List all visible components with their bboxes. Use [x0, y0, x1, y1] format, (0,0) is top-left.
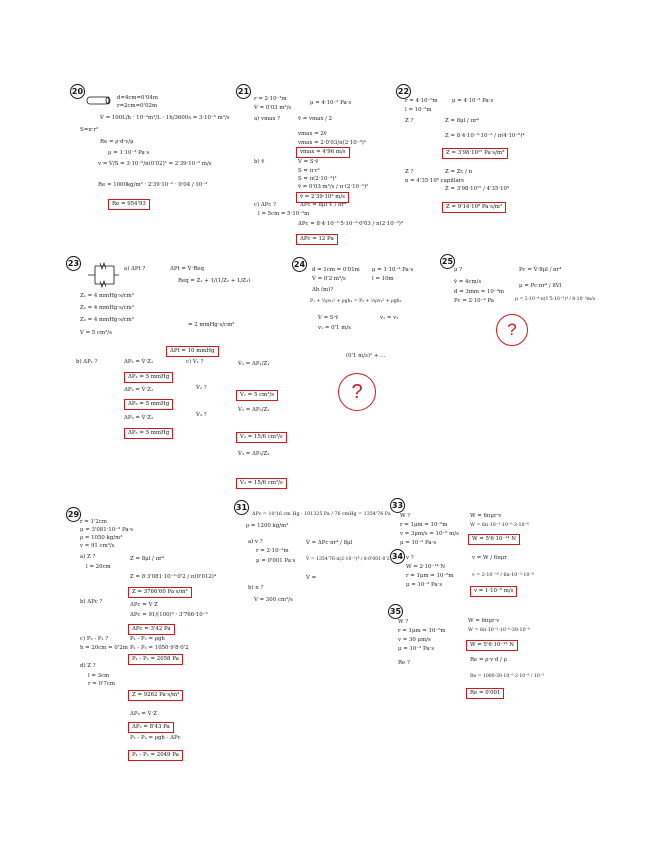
answer-box: Re = 954'93 [108, 199, 150, 210]
note-line: Z ? [405, 169, 414, 175]
note-line: Re ? [398, 660, 410, 666]
answer-box: P₁ - P₂ = 2049 Pa [128, 750, 183, 761]
note-line: c) ΔPc ? [254, 202, 276, 208]
note-line: W = 6π·10⁻³·10⁻⁶·3·10⁻⁶ [470, 523, 530, 528]
note-line: P₁ + ½ρv₁² + ρgh₁ = P₂ + ½ρv₂² + ρgh₂ [310, 299, 402, 304]
note-line: V̇ = 5 cm³/s [80, 330, 112, 336]
note-line: Re = ρ·v·d / μ [470, 657, 508, 663]
note-line: l = 5cm = 5·10⁻²m [258, 211, 310, 217]
note-line: V̇ = 0'2 m³/s [312, 276, 346, 282]
note-line: Z = 8μl / πr⁴ [130, 556, 164, 562]
problem-number: 21 [236, 84, 251, 99]
note-line: v = 91 cm³/s [80, 543, 115, 549]
note-line: μ = 10⁻³ Pa·s [400, 540, 437, 546]
note-line: V̇ = 1354'76·π(2·10⁻³)⁴ / 8·0'001·0'2 [306, 557, 390, 562]
problem-number: 31 [234, 500, 249, 515]
answer-box: P₁ - P₂ = 2058 Pa [128, 654, 183, 665]
note-line: μ = 2·10⁻⁴·π(1'5·10⁻³)⁴ / 8·10⁻²m/s [515, 297, 596, 302]
note-line: d = 1cm = 0'01m [312, 267, 360, 273]
note-line: Z₁ = 4 mmHg·s/cm³ [80, 293, 134, 299]
note-line: μ = 3'081·10⁻³ Pa·s [80, 527, 134, 533]
note-line: r = 2·10⁻³m [256, 548, 289, 554]
note-line: v ? [406, 555, 414, 561]
note-line: ΔPc = 8·4·10⁻³·5·10⁻²·0'03 / π(2·10⁻³)⁴ [298, 221, 404, 227]
note-line: a) v ? [248, 539, 263, 545]
note-line: ΔPc = 10'16 cm Hg · 101325 Pa / 76 cmHg = 1354'76 Pa [252, 512, 391, 517]
note-line: V̇ = [306, 575, 317, 581]
note-line: Req = Z₁ + 1/(1/Z₂ + 1/Z₃) [178, 278, 251, 284]
note-line: a) ΔPt ? [124, 266, 146, 272]
note-line: b) v̄ [254, 159, 265, 165]
note-line: V̇ = S·v̄ [298, 159, 319, 165]
note-line: c) P₂ - P₁ ? [80, 636, 109, 642]
note-line: v = 30 μm/s [398, 637, 431, 643]
note-line: r = 1μm = 10⁻⁶m [406, 573, 454, 579]
note-line: V̇ = 300 cm³/s [254, 597, 293, 603]
note-line: Z = 8μl / πr⁴ [445, 118, 479, 124]
note-line: d = 3mm = 10⁻³m [454, 289, 504, 295]
answer-box: ΔP₂ = 5 mmHg [124, 399, 173, 410]
problem-number: 29 [66, 507, 81, 522]
note-line: v = 2·10⁻¹⁴ / 6π·10⁻³·10⁻⁶ [472, 573, 534, 578]
problem-number: 35 [388, 604, 403, 619]
note-line: W = 6πμr·v [468, 618, 500, 624]
note-line: n = 4'35·10⁶ capillars [405, 178, 465, 184]
note-line: μ = 0'001 Pa·s [256, 558, 296, 564]
note-line: r = 4·10⁻⁶m [405, 98, 438, 104]
answer-box: Z = 3766'60 Pa·s/m³ [128, 587, 192, 598]
note-line: Z₂ = 4 mmHg·s/cm³ [80, 305, 134, 311]
note-line: V̇ = 0'03 m³/s [254, 105, 292, 111]
note-line: V̇₃ = ΔP₃/Z₃ [238, 451, 270, 457]
note-line: Z = Zc / n [445, 169, 473, 175]
note-line: Z ? [405, 118, 414, 124]
answer-box: V̇₂ = 15/6 cm³/s [236, 432, 287, 443]
note-line: h = 20cm = 0'2m [80, 645, 128, 651]
note-line: b) ΔPc ? [80, 599, 103, 605]
tube-icon [86, 96, 112, 106]
answer-box: Z = 9'14·10⁸ Pa·s/m³ [442, 202, 506, 213]
note-line: P₁ - P₂ = ρgh [130, 636, 165, 642]
note-line: P₁ - P₂ = ρgh - ΔPc [130, 735, 181, 741]
note-line: v₁ = 0'1 m/s [318, 325, 351, 331]
note-line: Z = 8·3'081·10⁻³·0'2 / π(0'012)⁴ [130, 574, 217, 580]
answer-box: v̄ = 2'39·10³ m/s [296, 192, 349, 203]
note-line: r = 1μm = 10⁻⁶m [400, 522, 448, 528]
note-line: Pc = V̇·8μl / πr⁴ [519, 267, 562, 273]
note-line: Re = 1000kg/m³ · 2'39·10⁻² · 0'04 / 10⁻³ [98, 182, 208, 188]
note-line: Z = 3'98·10¹⁵ / 4'35·10⁶ [445, 186, 510, 192]
note-line: vmax = 2·0'03/π(2·10⁻³)² [298, 140, 367, 146]
note-line: v = W / 6πμr [472, 555, 507, 561]
note-line: V̇ = S·v̄ [318, 315, 339, 321]
note-line: r = 2·10⁻³m [254, 96, 287, 102]
note-line: Z₃ = 4 mmHg·s/cm³ [80, 317, 134, 323]
answer-box: Z = 3'98·10¹⁵ Pa·s/m³ [442, 148, 508, 159]
answer-box: ΔP₂ = 8'43 Pa [128, 722, 174, 733]
note-line: μ = 4·10⁻³ Pa·s [310, 100, 352, 106]
note-line: l = 3cm [88, 673, 110, 679]
note-line: μ = 10⁻³ Pa·s [406, 582, 443, 588]
note-line: v = 3μm/s = 10⁻⁶ m/s [400, 531, 459, 537]
note-line: v̄ = 4cm/s [454, 279, 482, 285]
answer-box: V̇₃ = 15/6 cm³/s [236, 478, 287, 489]
note-line: W ? [398, 619, 409, 625]
note-line: r = 1μm = 10⁻⁶m [398, 628, 446, 634]
note-line: d) Z ? [80, 663, 96, 669]
note-line: a) vmax ? [254, 116, 281, 122]
note-line: μ ? [454, 267, 463, 273]
note-line: W = 6π·10⁻³·10⁻⁶·30·10⁻⁶ [468, 628, 531, 633]
note-line: μ = 10⁻³ Pa·s [398, 646, 435, 652]
note-line: W = 6πμr·v [470, 513, 502, 519]
note-line: V̇₂ = ΔP₂/Z₂ [238, 407, 270, 413]
note-line: V̇₂ ? [196, 385, 207, 391]
answer-box: W = 5'6·10⁻¹³ N [466, 640, 518, 651]
answer-box: W = 5'6·10⁻¹⁴ N [468, 534, 520, 545]
note-line: d=4cm=0'04m [117, 95, 158, 101]
note-line: (0'1 m/s)² + ... [346, 353, 386, 359]
answer-box: Re = 0'001 [466, 688, 504, 699]
note-line: b) n ? [248, 585, 264, 591]
note-line: Pc = 2·10⁻⁴ Pa [454, 298, 494, 304]
answer-box: V̇₁ = 5 cm³/s [236, 390, 278, 401]
note-line: P₁ - P₂ = 1050·9'8·0'2 [130, 645, 189, 651]
note-line: V̇₃ ? [196, 412, 207, 418]
answer-box: v = 1·10⁻⁶ m/s [470, 586, 517, 597]
note-line: r = 1'2cm [80, 519, 107, 525]
problem-number: 20 [70, 84, 85, 99]
problem-number: 34 [390, 549, 405, 564]
note-line: μ = 1·10⁻³ Pa·s [108, 150, 150, 156]
answer-box: ΔPt = 10 mmHg [166, 346, 219, 357]
note-line: ΔP₂ = V̇·Z₂ [124, 387, 154, 393]
note-line: ΔPt = V̇·Req [170, 266, 204, 272]
problem-number: 22 [396, 84, 411, 99]
problem-number: 24 [292, 257, 307, 272]
note-line: ρ = 1200 kg/m³ [246, 523, 289, 529]
note-line: Z = 8·4·10⁻³·10⁻³ / π(4·10⁻⁶)⁴ [445, 133, 525, 139]
note-line: V̇ = 100L/h · 10⁻³m³/L · 1h/3600s = 3·10⁻⁵ m³/s [100, 115, 230, 121]
answer-box: Z = 9262 Pa·s/m³ [128, 690, 183, 701]
note-line: l = 10⁻³m [405, 107, 432, 113]
problem-number: 23 [66, 256, 81, 271]
problem-number: 33 [390, 498, 405, 513]
note-line: ΔPc = 91/(100)³ · 3'766·10⁻⁵ [130, 612, 208, 618]
note-line: ΔP₁ = V̇·Z₁ [124, 359, 154, 365]
answer-box: vmax = 4'96 m/s [296, 147, 350, 158]
problem-number: 25 [440, 254, 455, 269]
note-line: = 2 mmHg·s/cm³ [188, 322, 235, 328]
note-line: ΔP₂ = V̇·Z [130, 711, 157, 717]
note-line: V̇₁ = ΔP₁/Z₁ [238, 361, 270, 367]
answer-box: ΔP₁ = 5 mmHg [124, 372, 173, 383]
note-line: V̇ = ΔPc·πr⁴ / 8μl [306, 540, 353, 546]
note-line: S = π·r² [298, 168, 320, 174]
answer-box: ΔPc = 3'42 Pa [128, 624, 175, 635]
note-line: l = 20cm [86, 564, 111, 570]
note-line: b) ΔP₁ ? [76, 359, 98, 365]
note-line: Re = 1000·30·10⁻⁶·2·10⁻⁶ / 10⁻³ [470, 674, 545, 679]
note-line: ρ = 1050 kg/m³ [80, 535, 123, 541]
note-line: μ = 4·10⁻³ Pa·s [452, 98, 494, 104]
note-line: r = 0'7cm [88, 681, 115, 687]
note-line: Δh (m)? [312, 287, 334, 293]
note-line: v = V̇/S = 3·10⁻⁵/π(0'02)² = 2'39·10⁻² m/s [98, 161, 212, 167]
answer-box: ΔP₃ = 5 mmHg [124, 428, 173, 439]
note-line: W = 2·10⁻¹⁴ N [406, 564, 446, 570]
note-line: v̄ = vmax / 2 [298, 116, 333, 122]
note-line: v̄ = 0'03 m³/s / π·(2·10⁻³)² [298, 184, 369, 190]
note-line: r=2cm=0'02m [117, 103, 158, 109]
note-line: μ = 1·10⁻³ Pa·s [372, 267, 414, 273]
note-line: S = π(2·10⁻³)² [298, 176, 337, 182]
note-line: ΔPc = V̇·Z [130, 602, 158, 608]
note-line: l = 10m [372, 276, 394, 282]
question-mark-circle: ? [496, 314, 528, 346]
note-line: c) V̇₁ ? [186, 359, 204, 365]
answer-box: ΔPc = 12 Pa [296, 234, 338, 245]
note-line: a) Z ? [80, 554, 96, 560]
note-line: S=π·r² [80, 127, 99, 133]
note-line: vmax = 2v̄ [298, 131, 327, 137]
note-line: μ = Pc·πr⁴ / 8V̇l [519, 283, 562, 289]
note-line: v₁ = v₂ [380, 315, 399, 321]
note-line: Re = ρ·d·v/μ [100, 139, 134, 145]
note-line: ΔPc = 8μl·V̇ / πr⁴ [300, 202, 347, 208]
note-line: ΔP₃ = V̇·Z₃ [124, 415, 154, 421]
note-line: W ? [400, 513, 411, 519]
resistor-circuit-icon [86, 262, 120, 288]
question-mark-circle: ? [338, 373, 376, 411]
